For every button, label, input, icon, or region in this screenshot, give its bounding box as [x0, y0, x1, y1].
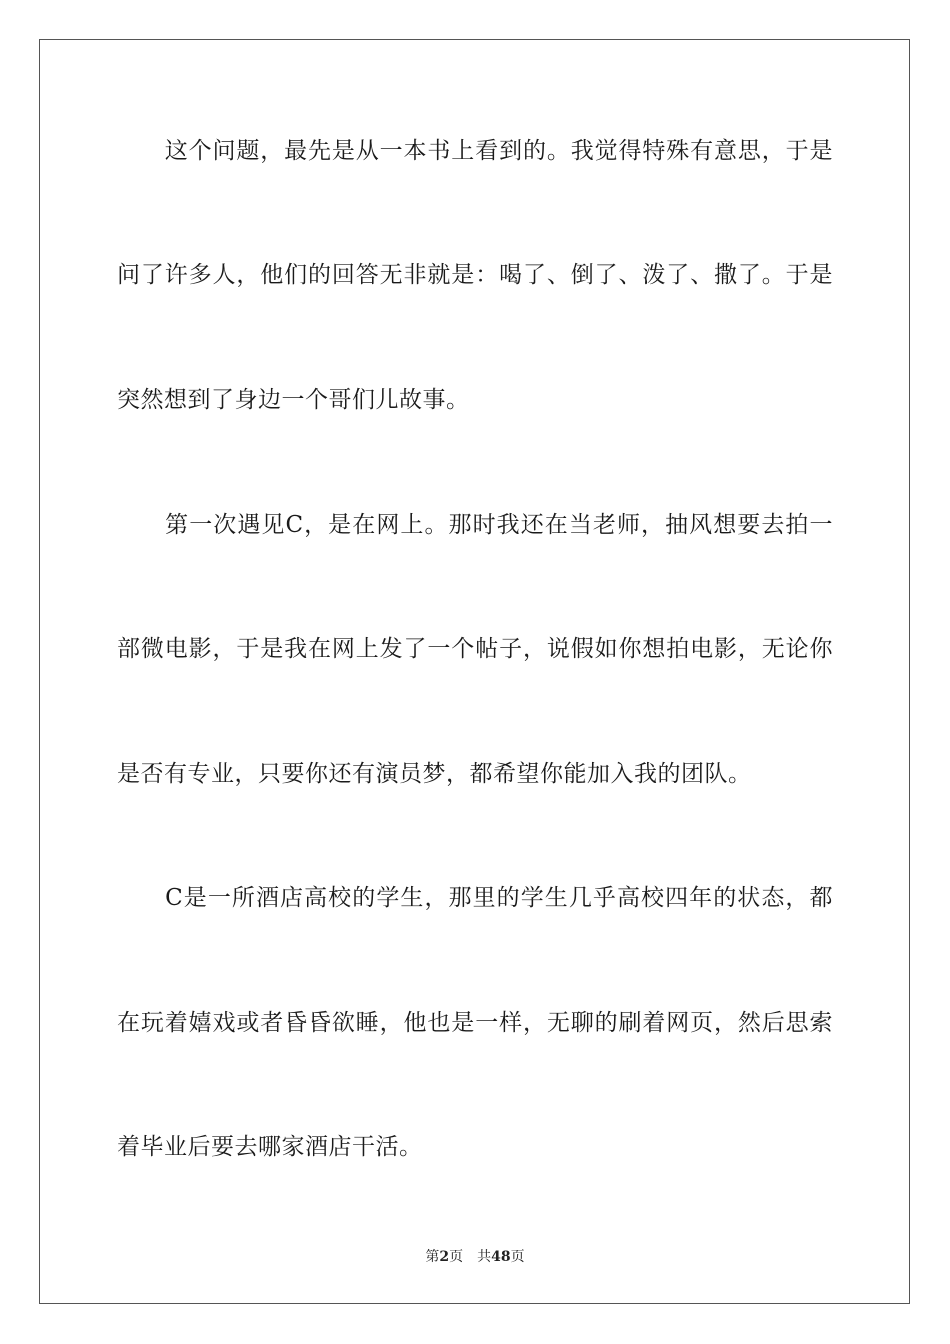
total-pages: 48: [491, 1249, 511, 1265]
total-prefix: 共: [477, 1249, 492, 1265]
paragraph-1-line-2: 问了许多人，他们的回答无非就是：喝了、倒了、泼了、撒了。于是: [117, 262, 833, 288]
paragraph-2-line-1: 第一次遇见C，是在网上。那时我还在当老师，抽风想要去拍一: [117, 512, 833, 538]
paragraph-3-line-1: C是一所酒店高校的学生，那里的学生几乎高校四年的状态，都: [117, 885, 833, 911]
paragraph-2-line-3: 是否有专业，只要你还有演员梦，都希望你能加入我的团队。: [117, 761, 752, 787]
paragraph-3-line-3: 着毕业后要去哪家酒店干活。: [117, 1134, 423, 1160]
page-border: [39, 39, 910, 1304]
paragraph-2-line-2: 部微电影，于是我在网上发了一个帖子，说假如你想拍电影，无论你: [117, 636, 833, 662]
paragraph-3-line-2: 在玩着嬉戏或者昏昏欲睡，他也是一样，无聊的刷着网页，然后思索: [117, 1010, 833, 1036]
page-suffix: 页: [449, 1249, 464, 1265]
page-number: 2: [439, 1249, 450, 1265]
total-suffix: 页: [510, 1249, 525, 1265]
paragraph-1-line-3: 突然想到了身边一个哥们儿故事。: [117, 387, 470, 413]
page-prefix: 第: [425, 1249, 440, 1265]
page-footer: [0, 1248, 950, 1266]
paragraph-1-line-1: 这个问题，最先是从一本书上看到的。我觉得特殊有意思，于是: [117, 138, 833, 164]
